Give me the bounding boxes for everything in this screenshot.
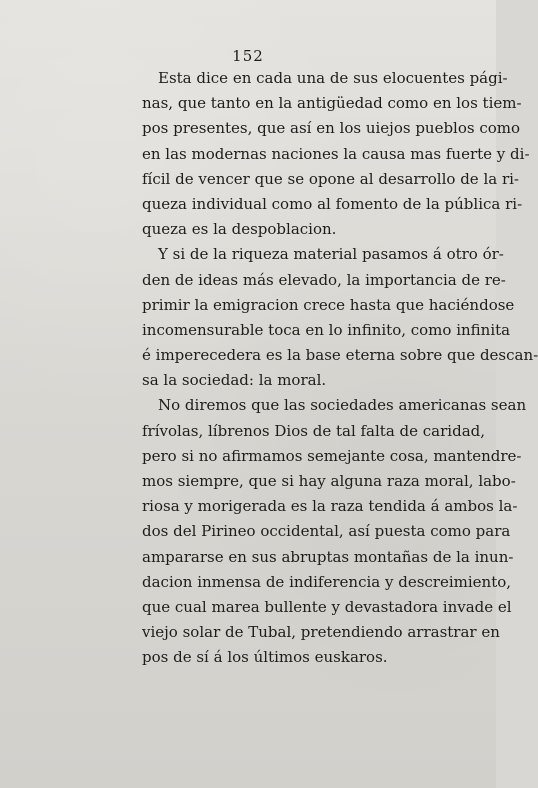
text-line: Esta dice en cada una de sus elocuentes pági-: [158, 69, 508, 87]
paragraph-2: [142, 242, 538, 393]
text-line: nas, que tanto en la antigüedad como en los tiem-: [142, 94, 522, 113]
text-line: pos presentes, que así en los uiejos pueblos como: [142, 119, 521, 138]
page-number: 152: [232, 47, 264, 65]
text-line: ampararse en sus abruptas montañas de la inun-: [142, 547, 514, 566]
body-text: [142, 66, 538, 671]
text-line: queza individual como al fomento de la pública ri-: [142, 194, 523, 213]
text-line: dacion inmensa de indiferencia y descreimiento,: [142, 572, 512, 591]
text-line: queza es la despoblacion.: [142, 220, 337, 239]
text-line: mos siempre, que si hay alguna raza moral, labo-: [142, 472, 516, 490]
text-line: que cual marea bullente y devastadora invade el: [142, 597, 512, 616]
text-line: primir la emigracion crece hasta que haciéndose: [142, 295, 515, 314]
paragraph-3: [142, 393, 527, 670]
text-line: den de ideas más elevado, la importancia de re-: [142, 270, 506, 289]
text-line: riosa y morigerada es la raza tendida á ambos la-: [142, 497, 518, 516]
text-line: incomensurable toca en lo infinito, como infinita: [142, 320, 511, 339]
text-line: pero si no afirmamos semejante cosa, mantendre-: [142, 446, 522, 465]
text-line: viejo solar de Tubal, pretendiendo arrastrar en: [142, 623, 500, 642]
text-line: No diremos que las sociedades americanas sean: [158, 396, 527, 415]
text-line: sa la sociedad: la moral.: [142, 371, 327, 390]
text-line: pos de sí á los últimos euskaros.: [142, 648, 388, 667]
text-line: fícil de vencer que se opone al desarrollo de la ri-: [142, 169, 519, 188]
text-line: Y si de la riqueza material pasamos á otro ór-: [158, 245, 504, 264]
text-line: frívolas, líbrenos Dios de tal falta de caridad,: [142, 421, 486, 440]
text-line: é imperecedera es la base eterna sobre que descan-: [142, 346, 538, 365]
text-line: en las modernas naciones la causa mas fuerte y di-: [142, 144, 530, 163]
paragraph-1: [142, 66, 530, 242]
text-line: dos del Pirineo occidental, así puesta como para: [142, 522, 511, 541]
